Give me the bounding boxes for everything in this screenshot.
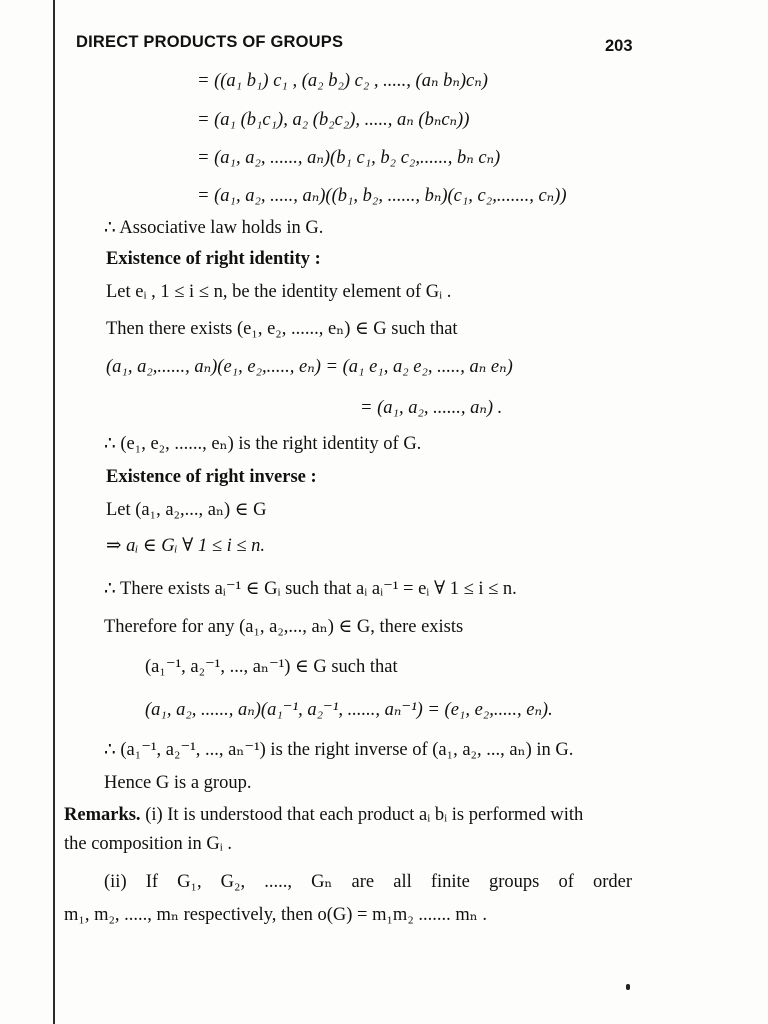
remark-1-text: (i) It is understood that each product aᵢ bᵢ is performed with [145, 805, 584, 825]
heading-right-inverse: Existence of right inverse : [106, 467, 317, 487]
remark-2-line-2: m₁, m₂, ....., mₙ respectively, then o(G) = m₁m₂ ....... mₙ . [64, 905, 488, 925]
identity-existence: Then there exists (e₁, e₂, ......, eₙ) ∈ G such that [106, 319, 458, 339]
inverse-equation: (a₁, a₂, ......, aₙ)(a₁⁻¹, a₂⁻¹, ......, aₙ⁻¹) = (e₁, e₂,....., eₙ). [145, 700, 553, 720]
remarks-label: Remarks. [64, 805, 141, 825]
inverse-let-tuple: Let (a₁, a₂,..., aₙ) ∈ G [106, 500, 267, 520]
identity-definition: Let eᵢ , 1 ≤ i ≤ n, be the identity element of Gᵢ . [106, 282, 452, 302]
page-number: 203 [605, 37, 633, 55]
identity-equation-2: = (a₁, a₂, ......, aₙ) . [360, 398, 503, 418]
right-identity-conclusion: ∴ (e₁, e₂, ......, eₙ) is the right identity of G. [104, 434, 422, 454]
page-margin-rule [53, 0, 55, 1024]
inverse-implication: ⇒ aᵢ ∈ Gᵢ ∀ 1 ≤ i ≤ n. [106, 536, 266, 556]
remark-2-line-1: (ii) If G₁, G₂, ....., Gₙ are all finite groups of order [104, 872, 632, 892]
equation-line-1: = ((a₁ b₁) c₁ , (a₂ b₂) c₂ , ....., (aₙ bₙ)cₙ) [197, 71, 488, 91]
equation-line-4: = (a₁, a₂, ....., aₙ)((b₁, b₂, ......, bₙ)(c₁, c₂,......., cₙ)) [197, 186, 567, 206]
stray-ink-mark [626, 984, 630, 990]
identity-equation-1: (a₁, a₂,......, aₙ)(e₁, e₂,....., eₙ) = (a₁ e₁, a₂ e₂, ....., aₙ eₙ) [106, 357, 513, 377]
remark-1-line-1 [64, 804, 583, 826]
running-header-title: DIRECT PRODUCTS OF GROUPS [76, 33, 344, 51]
group-conclusion: Hence G is a group. [104, 773, 252, 793]
inverse-existence: ∴ There exists aᵢ⁻¹ ∈ Gᵢ such that aᵢ aᵢ⁻¹ = eᵢ ∀ 1 ≤ i ≤ n. [104, 579, 517, 599]
associative-conclusion: ∴ Associative law holds in G. [104, 218, 324, 238]
equation-line-2: = (a₁ (b₁c₁), a₂ (b₂c₂), ....., aₙ (bₙcₙ)) [197, 110, 470, 130]
right-inverse-conclusion: ∴ (a₁⁻¹, a₂⁻¹, ..., aₙ⁻¹) is the right inverse of (a₁, a₂, ..., aₙ) in G. [104, 740, 574, 760]
heading-right-identity: Existence of right identity : [106, 249, 321, 269]
inverse-for-any: Therefore for any (a₁, a₂,..., aₙ) ∈ G, there exists [104, 617, 464, 637]
equation-line-3: = (a₁, a₂, ......, aₙ)(b₁ c₁, b₂ c₂,......, bₙ cₙ) [197, 148, 501, 168]
inverse-tuple-line: (a₁⁻¹, a₂⁻¹, ..., aₙ⁻¹) ∈ G such that [145, 657, 398, 677]
remark-1-line-2: the composition in Gᵢ . [64, 834, 232, 854]
